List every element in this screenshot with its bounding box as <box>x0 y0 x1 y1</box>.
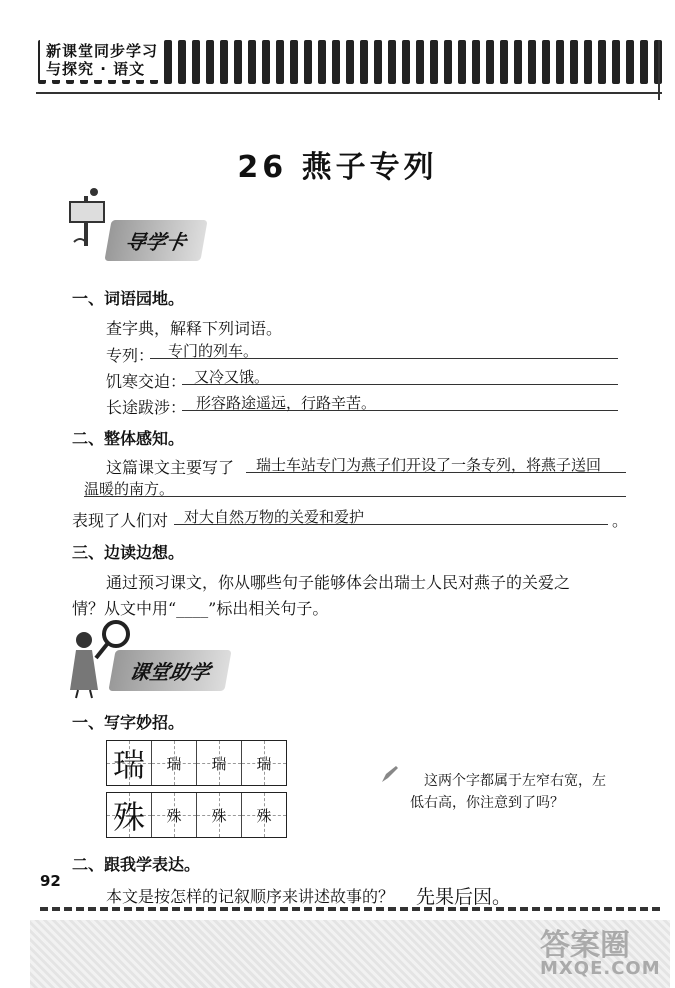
q2-heading: 二、整体感知。 <box>72 429 185 448</box>
header-stripe <box>234 40 242 84</box>
writing-grid-row <box>106 792 287 838</box>
answer-line <box>182 392 618 411</box>
tip-line: 这两个字都属于左窄右宽，左 <box>424 773 606 789</box>
term-label: 专列： <box>106 346 155 365</box>
header-stripe <box>444 40 452 84</box>
header-stripe <box>402 40 410 84</box>
term-label: 饥寒交迫： <box>106 372 187 391</box>
page-number: 92 <box>40 872 61 890</box>
header-stripe <box>416 40 424 84</box>
answer-text: 对大自然万物的关爱和爱护 <box>184 508 365 526</box>
answer-text: 形容路途遥远，行路辛苦。 <box>196 394 377 412</box>
header-stripe <box>164 40 172 84</box>
footer-dashed-rule <box>40 907 660 911</box>
q3-text-line: 情？从文中用“____”标出相关句子。 <box>72 599 329 618</box>
header-stripe <box>276 40 284 84</box>
grid-cell: 殊 <box>152 793 197 837</box>
grid-cell: 殊 <box>197 793 242 837</box>
grid-cell: 殊 <box>107 793 152 837</box>
term-label: 长途跋涉： <box>106 398 187 417</box>
header-stripe <box>304 40 312 84</box>
header-stripe <box>500 40 508 84</box>
header-line-1: 新课堂同步学习 <box>46 42 159 60</box>
answer-text: 温暖的南方。 <box>84 480 175 498</box>
header-stripe <box>248 40 256 84</box>
q2-prompt: 表现了人们对 <box>72 511 169 530</box>
header-stripe <box>346 40 354 84</box>
answer-line <box>84 478 626 497</box>
writing-grid-row <box>106 740 287 786</box>
q2-prompt: 这篇课文主要写了 <box>106 458 235 477</box>
grid-cell: 瑞 <box>242 741 286 785</box>
header-stripe <box>556 40 564 84</box>
answer-line <box>246 454 626 473</box>
header-stripe <box>584 40 592 84</box>
watermark-url: MXQE.COM <box>540 958 661 979</box>
header-stripe <box>192 40 200 84</box>
section-banner-class: 课堂助学 <box>108 650 231 691</box>
header-stripe <box>332 40 340 84</box>
header-stripe <box>430 40 438 84</box>
header-stripe <box>598 40 606 84</box>
header-stripe <box>472 40 480 84</box>
answer-text: 瑞士车站专门为燕子们开设了一条专列，将燕子送回 <box>256 456 602 474</box>
header-line-2: 与探究 · 语文 <box>46 60 146 78</box>
header-stripe <box>374 40 382 84</box>
q1-heading: 一、词语园地。 <box>72 289 185 308</box>
header-stripe <box>318 40 326 84</box>
header-stripe <box>360 40 368 84</box>
header-stripe <box>206 40 214 84</box>
s2-q1-heading: 一、写字妙招。 <box>72 713 185 732</box>
answer-line <box>182 366 618 385</box>
header-stripe <box>290 40 298 84</box>
grid-cell: 瑞 <box>197 741 242 785</box>
header-stripe <box>388 40 396 84</box>
header-stripe <box>178 40 186 84</box>
answer-text: 专门的列车。 <box>168 342 259 360</box>
header-stripe <box>262 40 270 84</box>
s2-q2-heading: 二、跟我学表达。 <box>72 855 201 874</box>
header-stripe <box>220 40 228 84</box>
page-title: 26 燕子专列 <box>237 150 438 185</box>
grid-cell: 殊 <box>242 793 286 837</box>
s2-q2-question: 本文是按怎样的记叙顺序来讲述故事的？ <box>106 887 395 906</box>
header-stripe <box>458 40 466 84</box>
header-stripe <box>640 40 648 84</box>
header-rule-right <box>658 40 660 100</box>
header-title <box>40 40 164 80</box>
header-stripe <box>528 40 536 84</box>
q3-heading: 三、边读边想。 <box>72 543 185 562</box>
tip-line: 低右高，你注意到了吗？ <box>410 795 564 811</box>
answer-line <box>174 506 608 525</box>
header-stripe <box>626 40 634 84</box>
answer-line <box>150 340 618 359</box>
watermark-logo: 答案圈 <box>540 928 630 963</box>
s2-q2-answer: 先果后因。 <box>416 886 512 908</box>
section-banner-guide: 导学卡 <box>104 220 207 261</box>
header-stripe <box>486 40 494 84</box>
pencil-icon <box>380 764 400 784</box>
signpost-icon <box>64 186 114 246</box>
period: 。 <box>612 511 629 530</box>
grid-cell: 瑞 <box>152 741 197 785</box>
header-stripe <box>612 40 620 84</box>
header-stripe <box>542 40 550 84</box>
q1-intro: 查字典，解释下列词语。 <box>106 319 283 338</box>
q3-text-line: 通过预习课文，你从哪些句子能够体会出瑞士人民对燕子的关爱之 <box>106 573 571 592</box>
answer-text: 又冷又饿。 <box>194 368 270 386</box>
header-stripe <box>514 40 522 84</box>
grid-cell: 瑞 <box>107 741 152 785</box>
header-stripe <box>570 40 578 84</box>
header-rule <box>36 92 662 94</box>
